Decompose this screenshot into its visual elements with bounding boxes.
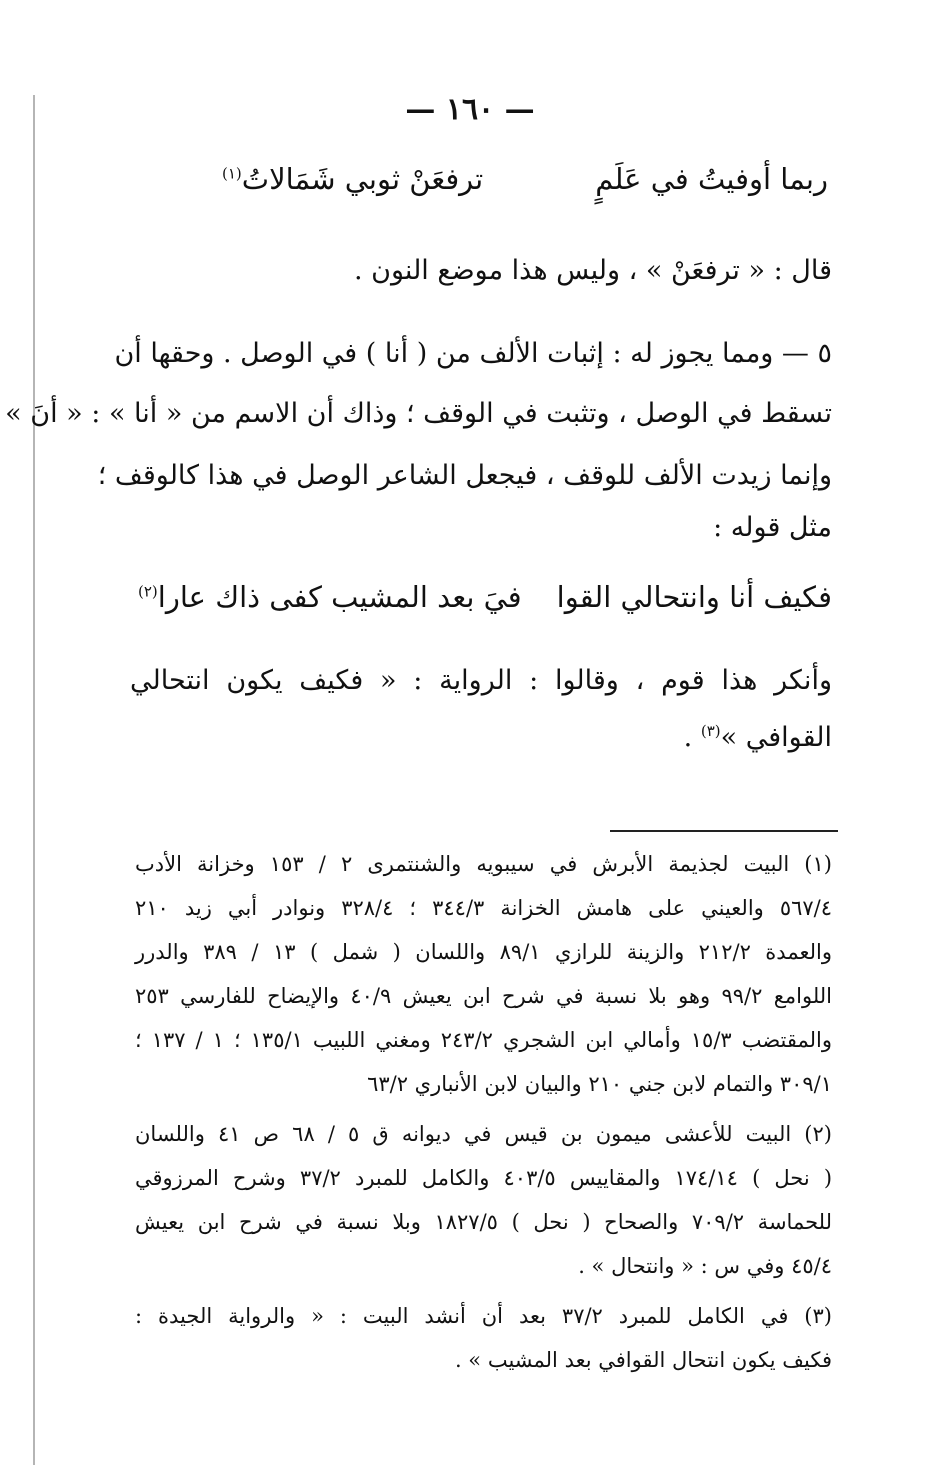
page-number: — ١٦٠ — (405, 92, 535, 127)
verse-1-right-hemistich: ربما أوفيتُ في عَلَمٍ (595, 162, 828, 196)
paragraph-1-line-1: قال : « ترفعَنْ » ، وليس هذا موضع النون . (353, 255, 832, 286)
footnote-1-line-1: (١) البيت لجذيمة الأبرش في سيبويه والشنتمرى ٢ / ١٥٣ وخزانة الأدب (135, 852, 832, 876)
footnote-3-line-2: فكيف يكون انتحال القوافي بعد المشيب » . (454, 1348, 832, 1372)
paragraph-3-period: . (683, 722, 693, 753)
footnote-separator (610, 830, 838, 832)
paragraph-2-line-1: ٥ — ومما يجوز له : إثبات الألف من ( أنا ) في الوصل . وحقها أن (114, 338, 832, 369)
paragraph-3-quote-end: القوافي » (720, 722, 832, 753)
paragraph-3-line-1: وأنكر هذا قوم ، وقالوا : الرواية : « فكيف يكون انتحالي (130, 665, 832, 696)
footnote-3-line-1: (٣) في الكامل للمبرد ٣٧/٢ بعد أن أنشد البيت : « والرواية الجيدة : (135, 1304, 832, 1328)
footnote-ref-1: (١) (222, 164, 242, 183)
verse-1-left-hemistich (222, 162, 483, 196)
verse-2-left-text: فيَ بعد المشيب كفى ذاك عارا (157, 580, 522, 614)
footnote-ref-2: (٢) (138, 582, 158, 601)
footnote-1-line-4: اللوامع ٩٩/٢ وهو بلا نسبة في شرح ابن يعيش ٤٠/٩ والإيضاح للفارسي ٢٥٣ (135, 984, 832, 1008)
verse-2-right-hemistich: فكيف أنا وانتحالي القوا (556, 580, 832, 614)
verse-1 (222, 162, 828, 196)
footnote-ref-3: (٣) (700, 722, 721, 740)
verse-1-left-text: ترفعَنْ ثوبي شَمَالاتُ (241, 162, 484, 196)
footnote-1-line-3: والعمدة ٢١٢/٢ والزينة للرازي ٨٩/١ واللسان ( شمل ) ١٣ / ٣٨٩ والدرر (135, 940, 832, 964)
paragraph-2-line-3: وإنما زيدت الألف للوقف ، فيجعل الشاعر الوصل في هذا كالوقف ؛ (97, 460, 832, 491)
footnote-1-line-5: والمقتضب ١٥/٣ وأمالي ابن الشجري ٢٤٣/٢ ومغني اللبيب ١٣٥/١ ؛ ١ / ١٣٧ ؛ (135, 1028, 833, 1052)
verse-2-left-hemistich (138, 580, 522, 614)
verse-2 (138, 580, 832, 614)
page-margin-line (33, 95, 35, 1465)
paragraph-3-line-2 (684, 722, 832, 753)
footnote-2-line-3: للحماسة ٧٠٩/٢ والصحاح ( نحل ) ١٨٢٧/٥ وبلا نسبة في شرح ابن يعيش (135, 1210, 832, 1234)
footnote-2-line-1: (٢) البيت للأعشى ميمون بن قيس في ديوانه ق ٥ / ٦٨ ص ٤١ واللسان (135, 1122, 832, 1146)
footnote-1-line-6: ٣٠٩/١ والتمام لابن جني ٢١٠ والبيان لابن الأنباري ٦٣/٢ (367, 1072, 832, 1096)
footnote-2-line-4: ٤٥/٤ وفي س : « وانتحال » . (578, 1254, 832, 1278)
footnote-1-line-2: ٥٦٧/٤ والعيني على هامش الخزانة ٣٤٤/٣ ؛ ٣٢٨/٤ ونوادر أبي زيد ٢١٠ (135, 896, 833, 920)
paragraph-2-line-4: مثل قوله : (713, 512, 832, 543)
footnote-2-line-2: ( نحل ) ١٧٤/١٤ والمقاييس ٤٠٣/٥ والكامل للمبرد ٣٧/٢ وشرح المرزوقي (135, 1166, 833, 1190)
paragraph-2-line-2: تسقط في الوصل ، وتثبت في الوقف ؛ وذاك أن الاسم من « أنا » : « أنَ » (5, 398, 832, 429)
